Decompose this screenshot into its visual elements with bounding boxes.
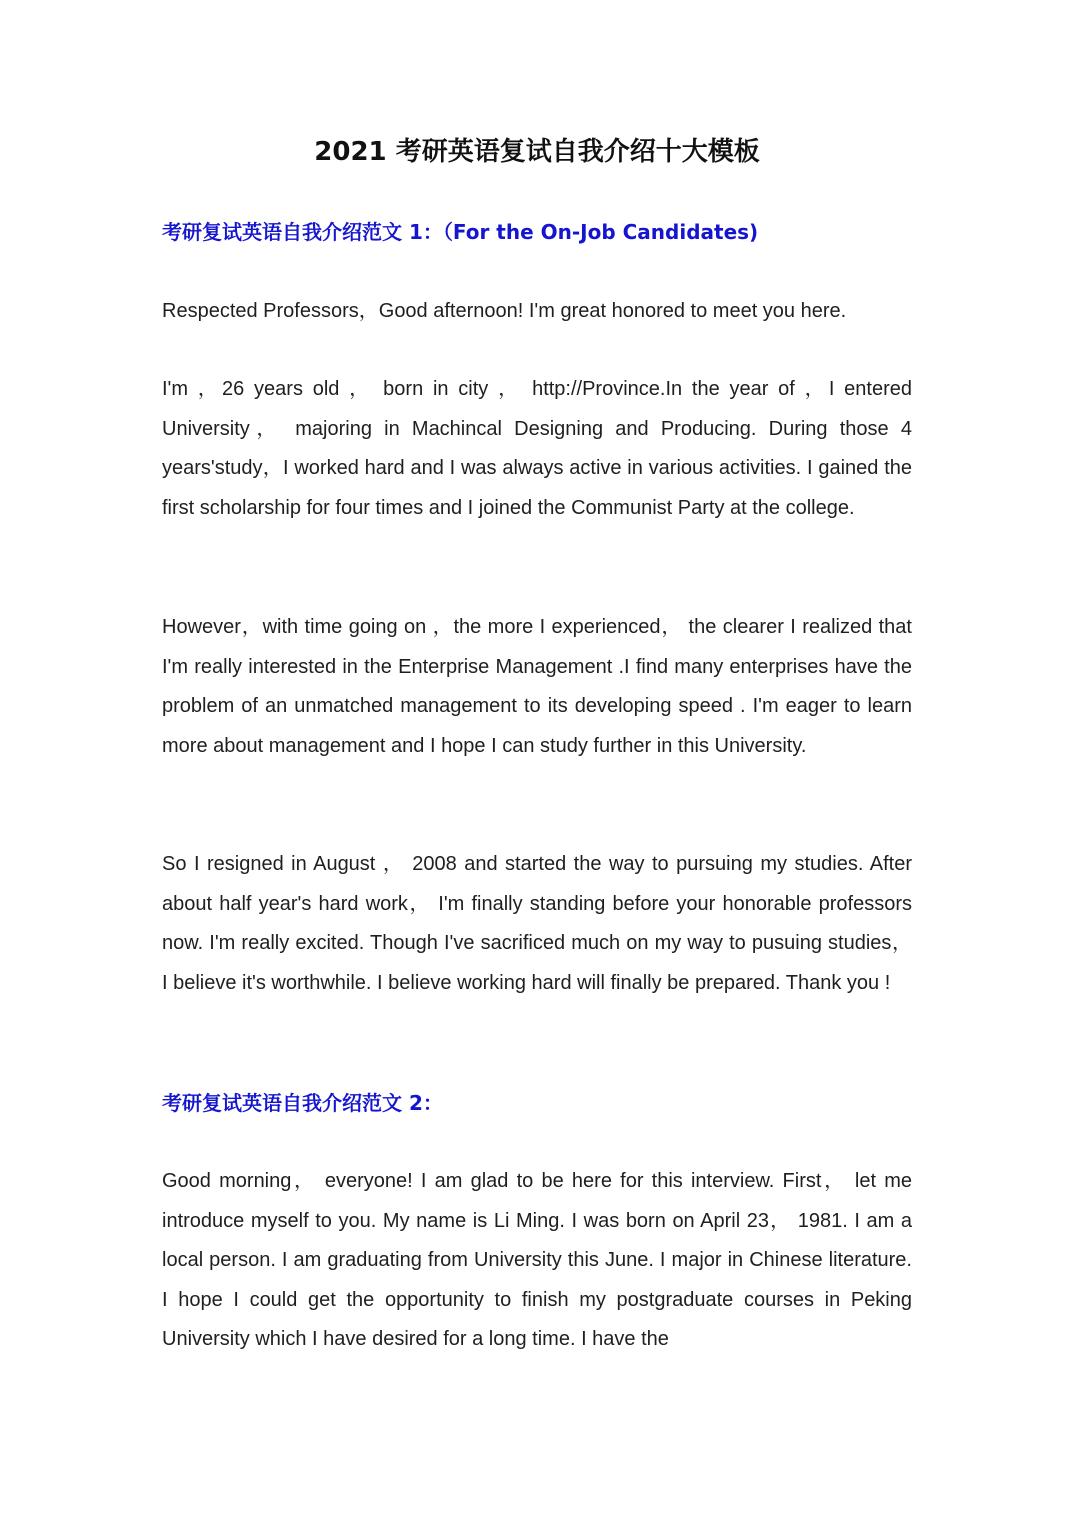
- paragraph-background: I'm ，26 years old ， born in city ， http://Province.In the year of ，I entered University， majoring in Machincal Designing and Producing. During those 4 years'study，I worked hard and I was always active in various activities. I gained the first scholarship for four times and I joined the Communist Party at the college.: [162, 378, 912, 519]
- paragraph-introduction: Good morning， everyone! I am glad to be here for this interview. First， let me introduce myself to you. My name is Li Ming. I was born on April 23， 1981. I am a local person. I am graduating from University this June. I major in Chinese literature. I hope I could get the opportunity to finish my postgraduate courses in Peking University which I have desired for a long time. I have the: [162, 1170, 912, 1350]
- paragraph-motivation: However，with time going on ，the more I experienced， the clearer I realized that I'm really interested in the Enterprise Management .I find many enterprises have the problem of an unmatched management to its developing speed . I'm eager to learn more about management and I hope I can study further in this University.: [162, 616, 912, 757]
- section-heading-2: 考研复试英语自我介绍范文 2：: [162, 1091, 443, 1115]
- document-title: 2021 考研英语复试自我介绍十大模板: [314, 137, 760, 167]
- paragraph-closing: So I resigned in August ， 2008 and started the way to pursuing my studies. After about half year's hard work， I'm finally standing before your honorable professors now. I'm really excited. Though I've sacrificed much on my way to pusuing studies， I believe it's worthwhile. I believe working hard will finally be prepared. Thank you !: [162, 853, 912, 994]
- section-heading-1: 考研复试英语自我介绍范文 1：（For the On-Job Candidates): [162, 220, 759, 244]
- paragraph-greeting: Respected Professors，Good afternoon! I'm great honored to meet you here.: [162, 300, 847, 322]
